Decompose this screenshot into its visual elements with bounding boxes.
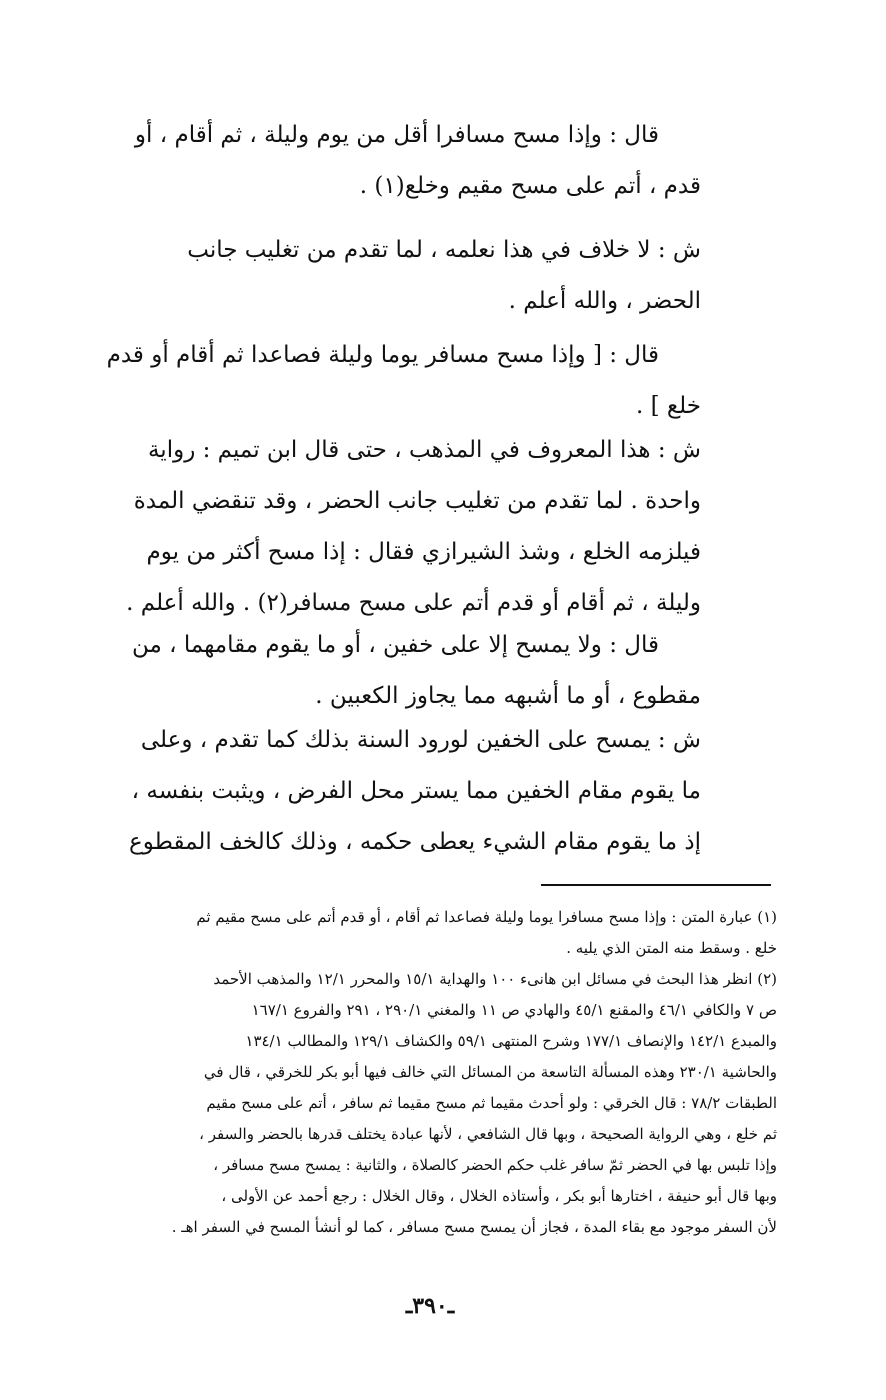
text-line: قال : [ وإذا مسح مسافر يوما وليلة فصاعدا ثم أقام أو قدم xyxy=(106,342,659,368)
paragraph-1 xyxy=(96,110,701,212)
footnote-divider xyxy=(541,884,771,886)
text-line: واحدة . لما تقدم من تغليب جانب الحضر ، وقد تنقضي المدة xyxy=(133,488,701,514)
text-line: ش : هذا المعروف في المذهب ، حتى قال ابن تميم : رواية xyxy=(147,437,701,463)
text-line: إذ ما يقوم مقام الشيء يعطى حكمه ، وذلك كالخف المقطوع xyxy=(128,829,701,855)
footnote-line: والحاشية ٢٣٠/١ وهذه المسألة التاسعة من المسائل التي خالف فيها أبو بكر للخرقي ، قال في xyxy=(203,1063,777,1081)
text-line: قال : ولا يمسح إلا على خفين ، أو ما يقوم مقامهما ، من xyxy=(132,632,659,658)
text-line: ش : لا خلاف في هذا نعلمه ، لما تقدم من تغليب جانب xyxy=(187,237,701,263)
footnote-line: لأن السفر موجود مع بقاء المدة ، فجاز أن يمسح مسح مسافر ، كما لو أنشأ المسح في السفر اهـ . xyxy=(171,1218,777,1236)
footnote-line: والمبدع ١٤٢/١ والإنصاف ١٧٧/١ وشرح المنتهى ٥٩/١ والكشاف ١٢٩/١ والمطالب ١٣٤/١ xyxy=(245,1032,777,1050)
footnote-line: وإذا تلبس بها في الحضر ثمّ سافر غلب حكم الحضر كالصلاة ، والثانية : يمسح مسح مسافر ، xyxy=(213,1156,777,1174)
text-line: ما يقوم مقام الخفين مما يستر محل الفرض ، ويثبت بنفسه ، xyxy=(131,778,701,804)
footnote-line: ثم خلع ، وهي الرواية الصحيحة ، وبها قال الشافعي ، لأنها عبادة يختلف قدرها بالحضر والسفر ، xyxy=(199,1125,777,1143)
paragraph-6 xyxy=(96,715,701,868)
footnote-line: خلع . وسقط منه المتن الذي يليه . xyxy=(566,939,777,957)
footnote-line: وبها قال أبو حنيفة ، اختارها أبو بكر ، وأستاذه الخلال ، وقال الخلال : رجع أحمد عن الأولى ، xyxy=(221,1187,777,1205)
page-number: ـ٣٩٠ـ xyxy=(405,1293,455,1319)
footnote-line: الطبقات ٧٨/٢ : قال الخرقي : ولو أحدث مقيما ثم مسح مقيما ثم سافر ، أتم على مسح مقيم xyxy=(206,1094,777,1112)
paragraph-5 xyxy=(96,620,701,722)
text-line: خلع ] . xyxy=(636,393,701,419)
text-line: ش : يمسح على الخفين لورود السنة بذلك كما تقدم ، وعلى xyxy=(140,727,701,753)
text-line: فيلزمه الخلع ، وشذ الشيرازي فقال : إذا مسح أكثر من يوم xyxy=(146,539,701,565)
paragraph-4 xyxy=(96,425,701,629)
text-line: قدم ، أتم على مسح مقيم وخلع(١) . xyxy=(359,173,701,199)
paragraph-2 xyxy=(96,225,701,327)
text-line: مقطوع ، أو ما أشبهه مما يجاوز الكعبين . xyxy=(315,683,701,709)
footnote-line: (١) عبارة المتن : وإذا مسح مسافرا يوما وليلة فصاعدا ثم أقام ، أو قدم أتم على مسح مقيم ثم xyxy=(196,908,777,926)
footnote-line: (٢) انظر هذا البحث في مسائل ابن هانىء ١٠٠ والهداية ١٥/١ والمحرر ١٢/١ والمذهب الأحمد xyxy=(213,970,777,988)
text-line: قال : وإذا مسح مسافرا أقل من يوم وليلة ، ثم أقام ، أو xyxy=(134,122,659,148)
paragraph-3 xyxy=(96,330,701,432)
footnote-line: ص ٧ والكافي ٤٦/١ والمقنع ٤٥/١ والهادي ص ١١ والمغني ٢٩٠/١ ، ٢٩١ والفروع ١٦٧/١ xyxy=(251,1001,777,1019)
text-line: الحضر ، والله أعلم . xyxy=(508,288,701,314)
text-line: وليلة ، ثم أقام أو قدم أتم على مسح مسافر(٢) . والله أعلم . xyxy=(126,590,701,616)
footnotes xyxy=(96,902,777,1243)
